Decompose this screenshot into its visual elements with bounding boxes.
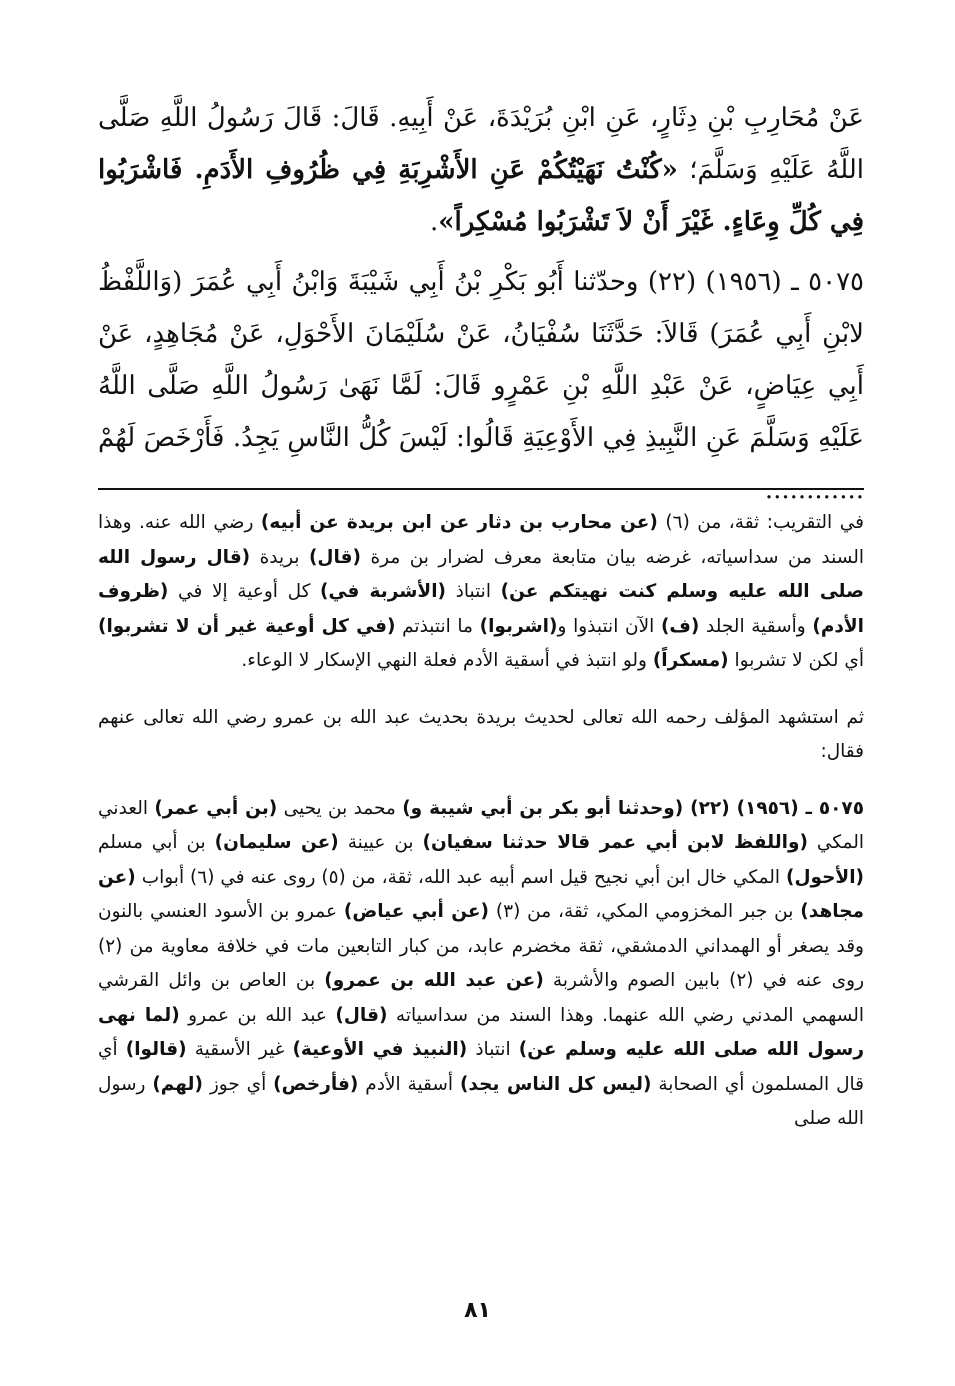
- commentary-segment: بن أبي مسلم: [98, 832, 215, 853]
- commentary-segment: بن عيينة: [338, 832, 423, 853]
- continuation-dots: ............: [764, 475, 864, 505]
- commentary-bold-segment: (قال): [335, 1004, 388, 1026]
- hadith-5075-text: ٥٠٧٥ ـ (١٩٥٦) (٢٢) وحدّثنا أَبُو بَكْرِ بْنُ أَبِي شَيْبَةَ وَابْنُ أَبِي عُمَرَ (وَاللَّفْظُ لابْنِ أَبِي عُمَرَ) قَالاَ: حَدَّثَنَا سُفْيَانُ، عَنْ سُلَيْمَانَ الأَحْوَلِ، عَنْ مُجَاهِدٍ، عَنْ أَبِي عِيَاضٍ، عَنْ عَبْدِ اللَّهِ بْنِ عَمْرٍو قَالَ: لَمَّا نَهَىٰ رَسُولُ اللَّهِ صَلَّى اللَّهُ عَلَيْهِ وَسَلَّمَ عَنِ النَّبِيذِ فِي الأَوْعِيَةِ قَالُوا: لَيْسَ كُلُّ النَّاسِ يَجِدُ. فَأَرْخَصَ لَهُمْ: [98, 267, 865, 453]
- commentary-bold-segment: (قالوا): [125, 1039, 187, 1060]
- commentary-bold-segment: (اشربوا): [479, 615, 558, 637]
- commentary-bold-segment: (عن مجاهد): [98, 866, 864, 922]
- commentary-bold-segment: (النبيذ في الأوعية): [292, 1039, 468, 1060]
- commentary-segment: عبد الله بن عمرو: [179, 1004, 336, 1026]
- hadith-narration: عَنْ مُحَارِبِ بْنِ دِثَارٍ، عَنِ ابْنِ بُرَيْدَةَ، عَنْ أَبِيهِ. قَالَ: قَالَ رَسُولُ اللَّهِ صَلَّى اللَّهُ عَلَيْهِ وَسَلَّمَ؛: [98, 103, 864, 185]
- commentary-paragraph-3: [98, 792, 864, 1137]
- hadith-text-first: [98, 92, 864, 248]
- commentary-bold-segment: (لهم): [152, 1073, 203, 1095]
- commentary-bold-segment: (عن أبي عياض): [343, 901, 490, 922]
- commentary-segment: بن العاص بن وائل القرشي السهمي المدني رضي الله عنهما. وهذا السند من سداسياته: [98, 970, 864, 1026]
- commentary-segment: رضي الله عنه. وهذا السند من سداسياته، غرضه بيان متابعة معرف لضرار بن مرة: [98, 512, 864, 568]
- commentary-bold-segment: (ليس كل الناس يجد): [459, 1073, 652, 1095]
- commentary-bold-segment: (قال رسول الله صلى الله عليه وسلم كنت نهيتكم عن): [98, 546, 864, 602]
- commentary-bold-segment: (لما نهى رسول الله صلى الله عليه وسلم عن): [98, 1004, 864, 1060]
- commentary-bold-segment: (عن سليمان): [214, 832, 339, 853]
- commentary-segment: أي لكن لا تشربوا: [728, 650, 864, 671]
- commentary-paragraph-1: [98, 506, 864, 679]
- commentary-bold-segment: (واللفظ لابن أبي عمر قالا حدثنا سفيان): [422, 832, 808, 853]
- commentary-bold-segment: (الأشربة في): [320, 581, 446, 602]
- commentary-bold-segment: ٥٠٧٥ ـ (١٩٥٦) (٢٢): [683, 797, 864, 819]
- commentary-bold-segment: (قال): [308, 546, 361, 568]
- commentary-segment: رسول الله صلى: [98, 1073, 864, 1129]
- commentary-bold-segment: (مسكراً): [652, 650, 729, 671]
- commentary-segment: عمرو بن الأسود العنسي بالنون وقد يصغر أو الهمداني الدمشقي، ثقة مخضرم عابد، من كبار التابعين مات في خلافة معاوية من (٢) روى عنه في (٢) بابين الصوم والأشربة: [98, 901, 864, 991]
- commentary-bold-segment: (عن عبد الله بن عمرو): [324, 970, 544, 991]
- commentary-bold-segment: (ظروف الأدم): [98, 581, 864, 637]
- page-number: ٨١: [464, 1298, 491, 1323]
- commentary-segment: الآن انتبذوا و: [557, 615, 661, 637]
- commentary-segment: انتباذ: [467, 1039, 519, 1060]
- commentary-segment: العدني المكي: [98, 797, 864, 853]
- commentary-segment: أسقية الأدم: [358, 1073, 460, 1095]
- commentary-bold-segment: (فأرخص): [273, 1073, 359, 1095]
- commentary-segment: كل أوعية إلا في: [168, 581, 321, 602]
- hadith-text-second: [98, 256, 865, 505]
- commentary-segment: في التقريب: ثقة، من (٦): [657, 512, 864, 533]
- commentary-segment: بن جبر المخزومي المكي، ثقة، من (٣): [489, 901, 801, 922]
- hadith-quote: «كُنْتُ نَهَيْتُكُمْ عَنِ الأَشْرِبَةِ فِي ظُرُوفِ الأَدَمِ. فَاشْرَبُوا فِي كُلِّ وِعَاءٍ. غَيْرَ أَنْ لاَ تَشْرَبُوا مُسْكِراً»: [98, 155, 864, 237]
- commentary-paragraph-2: ثم استشهد المؤلف رحمه الله تعالى لحديث بريدة بحديث عبد الله بن عمرو رضي الله تعالى عنهم فقال:: [98, 706, 864, 762]
- commentary-bold-segment: (في كل أوعية غير أن لا تشربوا): [98, 615, 396, 637]
- commentary-segment: محمد بن يحيى: [277, 797, 403, 819]
- commentary-bold-segment: (الأحول): [785, 866, 864, 888]
- commentary-segment: ما انتبذتم: [395, 615, 480, 637]
- hadith-end-mark: .: [430, 207, 439, 237]
- commentary-segment: غير الأسقية: [186, 1039, 293, 1060]
- commentary-segment: بريدة: [250, 546, 309, 568]
- commentary-bold-segment: (وحدثنا أبو بكر بن أبي شيبة و): [402, 797, 684, 819]
- commentary-segment: أي قال المسلمون أي الصحابة: [98, 1039, 865, 1095]
- commentary-segment: المكي خال ابن أبي نجيح قيل اسم أبيه عبد الله، ثقة، من (٥) روى عنه في (٦) أبواب: [135, 866, 786, 888]
- commentary-segment: ولو انتبذ في أسقية الأدم فعلة النهي الإسكار لا الوعاء.: [241, 650, 653, 671]
- commentary-bold-segment: (ف): [660, 615, 700, 637]
- commentary-segment: أي جوز: [202, 1073, 274, 1095]
- book-page: [98, 92, 864, 1362]
- commentary-segment: انتباذ: [445, 581, 501, 602]
- commentary-segment: وأسقية الجلد: [699, 615, 813, 637]
- commentary-bold-segment: (بن أبي عمر): [154, 797, 278, 819]
- footnote-divider: [98, 488, 864, 490]
- commentary-bold-segment: (عن محارب بن دثار عن ابن بريدة عن أبيه): [260, 512, 658, 533]
